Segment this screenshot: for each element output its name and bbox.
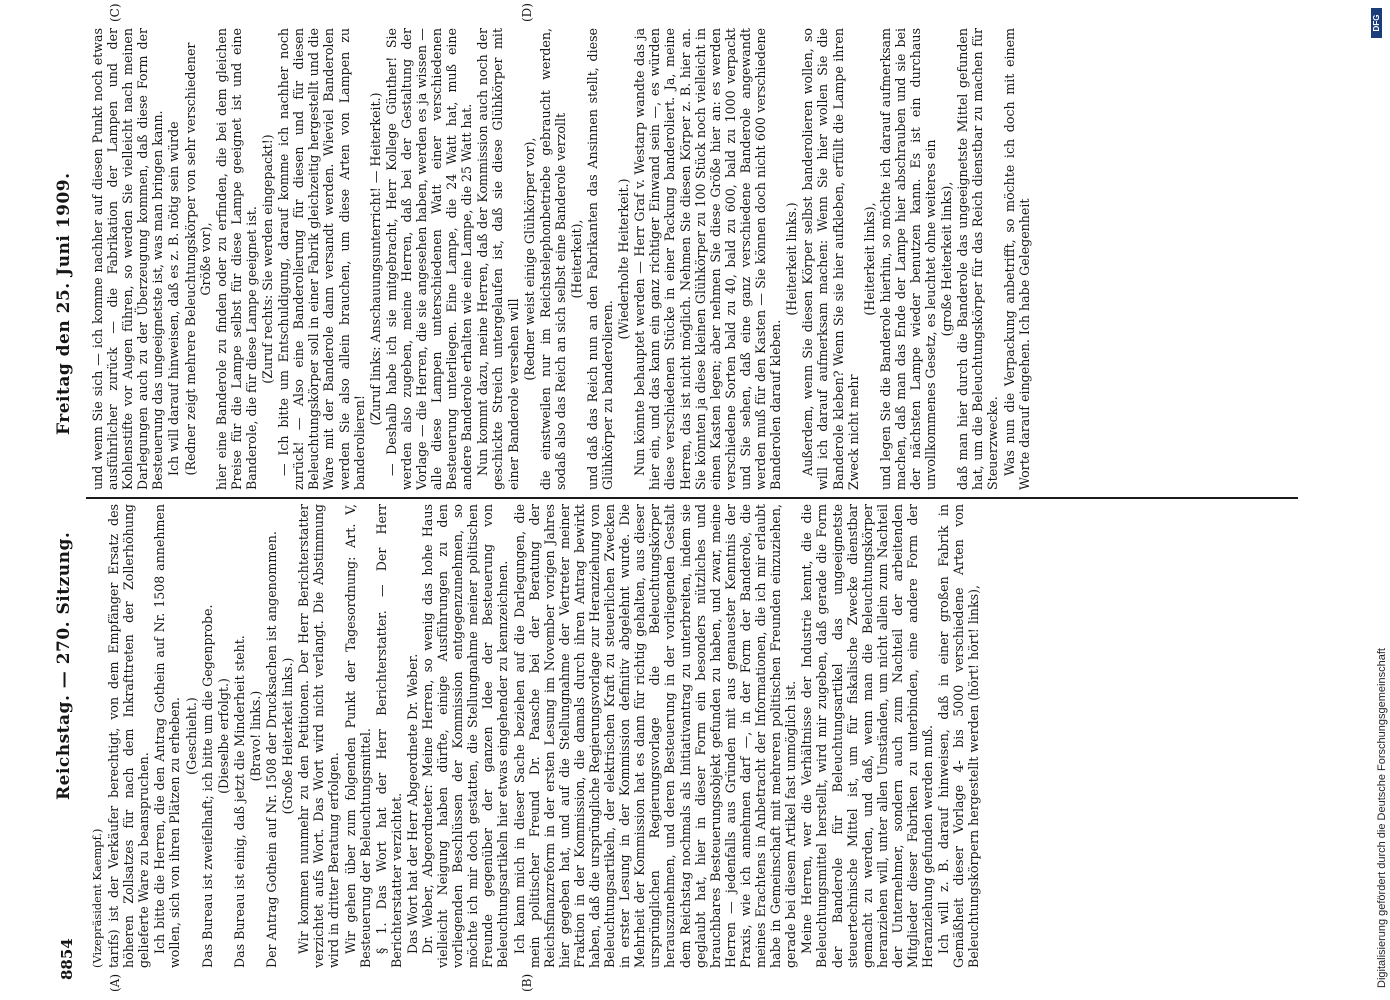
margin-mark-b: (B) bbox=[520, 973, 534, 992]
stage-direction: (Zuruf links: Anschauungsunterricht! — Heiterkeit.) bbox=[367, 92, 383, 426]
paragraph: Wir gehen über zum folgenden Punkt der Tagesordnung: Art. V, Besteuerung der Beleuchtungsmittel. bbox=[342, 504, 373, 968]
speech-paragraph: daß man hier durch die Banderole das ungeeignetste Mittel gefunden hat, um die Beleuchtungskörper für das Reich dienstbar zu machen für Steuerzwecke. bbox=[955, 28, 1001, 490]
speech-paragraph: — Deshalb habe ich sie mitgebracht, Herr Kollege Günther! Sie werden also zugeben, meine Herren, daß bei der Gestaltung der Vorlage — die Herren, die sie angesehen haben, werden es ja wissen — alle diese Lampen unterschiedenen Watt einer verschiedenen Besteuerung unterliegen. Eine Lampe, die 24 Watt hat, muß eine andere Banderole erhalten wie eine Lampe, die 25 Watt hat. bbox=[383, 28, 475, 490]
speech-paragraph: Nun könnte behauptet werden — Herr Graf v. Westarp wandte das ja hier ein, und das kann ein ganz richtiger Einwand sein —, es würden diese verschiedenen Stücke in einer Packung banderoliert. Ja, meine Herren, das ist nicht möglich. Nehmen Sie diesen Körper z. B. hier an. Sie könnten ja diese kleinen Glühkörper zu 100 Stück noch vielleicht in einen Kasten legen; aber nehmen Sie diese Größe hier an: es werden verschiedene Sorten bald zu 40, bald zu 600, bald zu 1000 verpackt und Sie sehen, daß eine ganz verschiedene Banderole angewandt werden muß für den Kasten — Sie können doch nicht 600 verschiedene Banderolen darauf kleben. bbox=[632, 28, 784, 490]
paragraph: § 1. Das Wort hat der Herr Berichterstatter. — Der Herr Berichterstatter verzichtet. bbox=[373, 504, 404, 968]
margin-mark-d: (D) bbox=[520, 3, 534, 22]
speech-paragraph: und legen Sie die Banderole hierhin, so möchte ich darauf aufmerksam machen, daß man das Ende der Lampe hier abschrauben und sie bei der nächsten Lampe wieder benutzen kann. Es ist ein durchaus unvollkommenes Gesetz, es leuchtet ohne weiteres ein bbox=[877, 28, 939, 490]
stage-direction: (große Heiterkeit links), bbox=[939, 181, 955, 337]
speech-paragraph: Meine Herren, wer die Verhältnisse der Industrie kennt, die die Beleuchtungsmittel herstellt, wird mir zugeben, daß gerade die Form der Banderole für Beleuchtungsartikel das ungeeignetste steuertechnische Mittel ist, um für fiskalische Zwecke dienstbar gemacht zu werden, und daß, wenn man die Beleuchtungskörper heranziehen will, unter allen Umständen, um nicht allein zum Nachteil der Unternehmer, sondern auch zum Nachteil der arbeitenden Mitglieder dieser Fabriken zu unterbinden, eine andere Form der Heranziehung gefunden werden muß. bbox=[799, 504, 936, 968]
paragraph: tarifs) ist der Verkäufer berechtigt, von dem Empfänger Ersatz des höheren Zollsatzes für nach dem Inkrafttreten der Zollerhöhung gelieferte Ware zu beanspruchen. bbox=[106, 504, 152, 968]
stage-direction: (Bravo! links.) bbox=[247, 690, 263, 782]
speech-paragraph: hier eine Banderole zu finden oder zu erfinden, die bei dem gleichen Preise für die Lampe selbst für diese Lampe geeignet ist und eine Banderole, die für diese Lampe geeignet ist. bbox=[213, 28, 259, 490]
stage-direction: (Redner weist einige Glühkörper vor), bbox=[521, 137, 537, 381]
speech-paragraph: und wenn Sie sich — ich komme nachher auf diesen Punkt noch etwas ausführlicher zurück — die Fabrikation der Lampen und der Kohlenstifte vor Augen führen, so werden Sie vielleicht nach meinen Darlegungen auch zu der Überzeugung kommen, daß diese Form der Besteuerung das ungeeignetste ist, was man bringen kann. bbox=[90, 28, 166, 490]
paragraph: Wir kommen nunmehr zu den Petitionen. Der Herr Berichterstatter verzichtet aufs Wort. Das Wort wird nicht verlangt. Die Abstimmung wird in dritter Beratung erfolgen. bbox=[296, 504, 342, 968]
speech-paragraph: — Ich bitte um Entschuldigung, darauf komme ich nachher noch zurück! — Also eine Banderolierung für diesen und für diesen Beleuchtungskörper soll in einer Fabrik gleichzeitig hergestellt und die Ware mit der Banderole dann versandt werden. Wieviel Banderolen werden Sie also allein brauchen, um diese Arten von Lampen zu banderolieren! bbox=[276, 28, 367, 490]
digitization-stamp-text: Digitalisierung gefördert durch die Deutsche Forschungsgemeinschaft bbox=[1376, 648, 1388, 988]
stage-direction: (Große Heiterkeit links.) bbox=[280, 657, 296, 815]
paragraph: Das Wort hat der Herr Abgeordnete Dr. Weber. bbox=[404, 653, 420, 954]
stage-direction: (Geschieht.) bbox=[183, 697, 199, 775]
speech-paragraph: Nun kommt dazu, meine Herren, daß der Kommission auch noch der geschickte Streich untergelaufen ist, daß sie diese Glühkörper mit einer Banderole versehen will bbox=[475, 28, 521, 490]
margin-mark-a: (A) bbox=[108, 973, 122, 992]
column-divider bbox=[86, 498, 1298, 500]
speech-paragraph: Ich will darauf hinweisen, daß es z. B. nötig sein würde bbox=[166, 121, 182, 476]
speech-paragraph: Ich kann mich in dieser Sache beziehen auf die Darlegungen, die mein politischer Freund Dr. Paasche bei der Beratung der Reichsfinanzreform in der ersten Lesung im November vorigen Jahres hier gegeben hat, und auf die Stellungnahme der Vertreter meiner Fraktion in der Kommission, die damals durch ihren Antrag bewirkt haben, daß die ursprüngliche Regierungsvorlage zur Heranziehung von Beleuchtungsartikeln, der elektrischen Kraft zu steuerlichen Zwecken in erster Lesung in der Kommission definitiv abgelehnt wurde. Die Mehrheit der Kommission hat es dann für richtig gehalten, aus dieser ursprünglichen Regierungsvorlage die Beleuchtungskörper herauszunehmen, und deren Besteuerung in der vorliegenden Gestalt dem Reichstag nochmals als Initiativantrag zu unterbreiten, indem sie geglaubt hat, hier in dieser Form ein besonders nützliches und brauchbares Besteuerungsobjekt gefunden zu haben, und zwar, meine Herren — jedenfalls aus Gründen mit aus genauester Kenntnis der Praxis, wie ich annehmen darf —, in der Form der Banderole, die meines Erachtens in Anbetracht der Informationen, die ich mir erlaubt habe in Gemeinschaft mit mehreren politischen Freunden einzuziehen, gerade bei diesem Artikel fast unmöglich ist. bbox=[511, 504, 799, 968]
paragraph: Ich bitte die Herren, die den Antrag Gothein auf Nr. 1508 annehmen wollen, sich von ihren Plätzen zu erheben. bbox=[152, 504, 183, 968]
stage-direction: (Heiterkeit links), bbox=[861, 202, 877, 316]
speech-paragraph: Dr. Weber, Abgeordneter: Meine Herren, so wenig das hohe Haus vielleicht Neigung haben dürfte, einige Ausführungen zu den vorliegenden Beschlüssen der Kommission entgegenzunehmen, so möchte ich mir doch gestatten, die Stellungnahme meiner politischen Freunde gegenüber der ganzen Idee der Besteuerung von Beleuchtungsartikeln hier etwas eingehender zu kennzeichnen. bbox=[419, 504, 511, 968]
dfg-logo-text: DFG bbox=[1372, 14, 1381, 32]
speech-paragraph: Außerdem, wenn Sie diesen Körper selbst banderolieren wollen, so will ich darauf aufmerksam machen: Wenn Sie hier wollen Sie die Banderole kleben? Wenn Sie sie hier aufkleben, erfüllt die Lampe ihren Zweck nicht mehr bbox=[800, 28, 861, 490]
page-header bbox=[50, 22, 86, 980]
stage-direction: (Wiederholte Heiterkeit.) bbox=[616, 178, 632, 340]
paragraph: (Vizepräsident Kaempf.) bbox=[90, 828, 104, 968]
stage-direction: (Redner zeigt mehrere Beleuchtungskörper von sehr verschiedener Größe vor), bbox=[182, 42, 213, 476]
dfg-logo bbox=[1371, 8, 1382, 38]
stage-direction: (Zuruf rechts: Sie werden eingepackt!) bbox=[260, 134, 276, 384]
stage-direction: (Heiterkeit), bbox=[568, 219, 584, 299]
speech-paragraph: die einstweilen nur im Reichstelephonbetriebe gebraucht werden, sodaß also das Reich an sich selbst eine Banderole verzollt bbox=[537, 28, 568, 490]
stage-direction: (Heiterkeit links.) bbox=[784, 202, 800, 316]
speech-paragraph: Was nun die Verpackung anbetrifft, so möchte ich doch mit einem Worte darauf eingehen. Ich habe Gelegenheit bbox=[1001, 28, 1032, 490]
right-column bbox=[90, 28, 1282, 490]
margin-mark-c: (C) bbox=[108, 3, 122, 22]
left-column bbox=[90, 504, 1282, 968]
digitization-stamp bbox=[1358, 8, 1388, 998]
paragraph: Das Bureau ist zweifelhaft; ich bitte um die Gegenprobe. bbox=[199, 604, 215, 968]
stage-direction: (Dieselbe erfolgt.) bbox=[215, 678, 231, 794]
session-date: Freitag den 25. Juni 1909. bbox=[54, 172, 74, 435]
paragraph: Das Bureau ist einig, daß jetzt die Minderheit steht. bbox=[231, 635, 247, 968]
session-title: Reichstag. — 270. Sitzung. bbox=[54, 531, 74, 800]
page-number: 8854 bbox=[58, 938, 76, 980]
speech-paragraph: Ich will z. B. darauf hinweisen, daß in einer großen Fabrik in Gemäßheit dieser Vorlage 4- bis 5000 verschiedene Arten von Beleuchtungskörpern hergestellt werden (hört! hört! links), bbox=[936, 504, 982, 968]
paragraph: Der Antrag Gothein auf Nr. 1508 der Drucksachen ist angenommen. bbox=[264, 531, 280, 968]
speech-paragraph: und daß das Reich nun an den Fabrikanten das Ansinnen stellt, diese Glühkörper zu banderolieren. bbox=[585, 28, 616, 490]
